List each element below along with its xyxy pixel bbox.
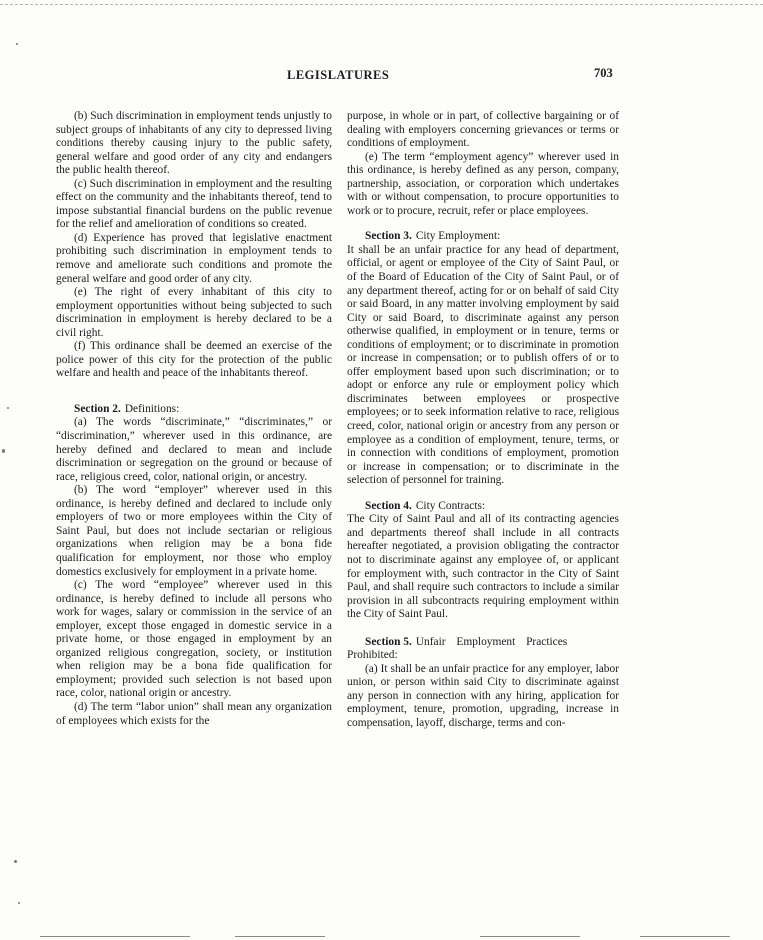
paragraph-e: (e) The right of every inhabitant of this city to employment opportunities without being subjected to such discrimination in employment is hereby declared to be a civil right. bbox=[56, 286, 332, 339]
scan-speck bbox=[7, 407, 9, 409]
definition-a: (a) The words “discriminate,” “discriminates,” or “discrimination,” wherever used in this ordinance, are hereby defined and declared to mean and include discrimination or segregation on the ground or because of race, religious creed, color, national origin, or ancestry. bbox=[56, 416, 332, 483]
left-column bbox=[56, 110, 332, 728]
section-5-heading bbox=[347, 636, 619, 663]
section-4-number: Section 4. bbox=[365, 499, 412, 512]
scan-speck bbox=[2, 449, 5, 453]
definition-b: (b) The word “employer” wherever used in this ordinance, is hereby defined and declared to include only employers of two or more employees within the City of Saint Paul, but does not include sectarian or religious organizations when religion may be a bona fide qualification for employment, nor those who employ domestics exclusively for employment in a private home. bbox=[56, 484, 332, 578]
section-3-heading bbox=[347, 230, 619, 244]
scan-speck bbox=[18, 902, 20, 904]
paragraph-b: (b) Such discrimination in employment tends unjustly to subject groups of inhabitants of any city to depressed living conditions thereby causing injury to the public safety, general welfare and good order of any city and endangers the public health thereof. bbox=[56, 110, 332, 177]
section-2-heading bbox=[56, 403, 332, 417]
scan-bottom-edge bbox=[640, 936, 730, 937]
section-2-number: Section 2. bbox=[74, 402, 121, 415]
section-3-title: City Employment: bbox=[415, 230, 501, 243]
definition-c: (c) The word “employee” wherever used in this ordinance, is hereby defined to include all persons who work for wages, salary or commission in the service of an employer, except those engaged in domestic service in a private home, or those engaged in employment by an organized religious congregation, society, or institution when religion may be a bona fide qualification for employment; provided such selection is not based upon race, color, national origin or ancestry. bbox=[56, 579, 332, 700]
scan-bottom-edge bbox=[235, 936, 325, 937]
section-4-heading bbox=[347, 500, 619, 514]
section-3-number: Section 3. bbox=[365, 230, 412, 243]
running-title: LEGISLATURES bbox=[287, 68, 390, 82]
section-2-title: Definitions: bbox=[124, 402, 180, 415]
definition-d-start: (d) The term “labor union” shall mean any organization of employees which exists for the bbox=[56, 700, 332, 727]
right-column bbox=[347, 110, 619, 731]
definition-d-continued: purpose, in whole or in part, of collective bargaining or of dealing with employers concerning grievances or terms or conditions of employment. bbox=[347, 110, 619, 150]
page-number: 703 bbox=[594, 66, 613, 80]
section-5-title: Unfair Employment Practices Prohibited: bbox=[347, 635, 568, 662]
section-4-body: The City of Saint Paul and all of its contracting agencies and departments thereof shall include in all contracts hereafter negotiated, a provision obligating the contractor not to discriminate against any employee of, or applicant for employment with, such contractor in the City of Saint Paul, and shall require such contractors to include a similar provision in all subcontracts requiring employment within the City of Saint Paul. bbox=[347, 513, 619, 621]
scan-top-edge bbox=[0, 4, 763, 5]
paragraph-f: (f) This ordinance shall be deemed an exercise of the police power of this city for the protection of the public welfare and health and peace of the inhabitants thereof. bbox=[56, 340, 332, 380]
section-5-paragraph-a: (a) It shall be an unfair practice for any employer, labor union, or person within said City to discriminate against any person in connection with any hiring, application for employment, tenure, promotion, upgrading, increase in compensation, layoff, discharge, terms and con- bbox=[347, 662, 619, 729]
section-4-title: City Contracts: bbox=[415, 499, 486, 512]
scan-bottom-edge bbox=[480, 936, 580, 937]
paragraph-d: (d) Experience has proved that legislative enactment prohibiting such discrimination in employment tends to remove and ameliorate such conditions and promote the general welfare and good order of any city. bbox=[56, 231, 332, 285]
scan-speck bbox=[14, 860, 17, 863]
section-3-body: It shall be an unfair practice for any head of department, official, or agent or employee of the City of Saint Paul, or of the Board of Education of the City of Saint Paul, or of any department thereof, acting for or on behalf of said City or said Board, in any matter involving employment by said City or said Board, to discriminate against any person otherwise qualified, in employment or in tenure, terms or conditions of employment; or to discriminate in promotion or increase in compensation; or to publish offers of or to offer employment based upon such discrimination; or to adopt or enforce any rule or employment policy which discriminates between employees or prospective employees; or to seek information relative to race, religious creed, color, national origin or ancestry from any person or employee as a condition of employment, tenure, terms, or in connection with conditions of employment, promotion or increase in compensation; or to discriminate in the selection of personnel for training. bbox=[347, 243, 619, 487]
scan-speck bbox=[16, 43, 18, 45]
definition-e: (e) The term “employment agency” wherever used in this ordinance, is hereby defined as any person, company, partnership, association, or corporation which undertakes with or without compensation, to procure opportunities to work or to procure, recruit, refer or place employees. bbox=[347, 150, 619, 217]
scan-bottom-edge bbox=[40, 936, 190, 937]
section-5-number: Section 5. bbox=[365, 635, 412, 648]
paragraph-c: (c) Such discrimination in employment and the resulting effect on the community and the inhabitants thereof, tend to impose substantial financial burdens on the public revenue for the relief and amelioration of conditions so created. bbox=[56, 177, 332, 231]
